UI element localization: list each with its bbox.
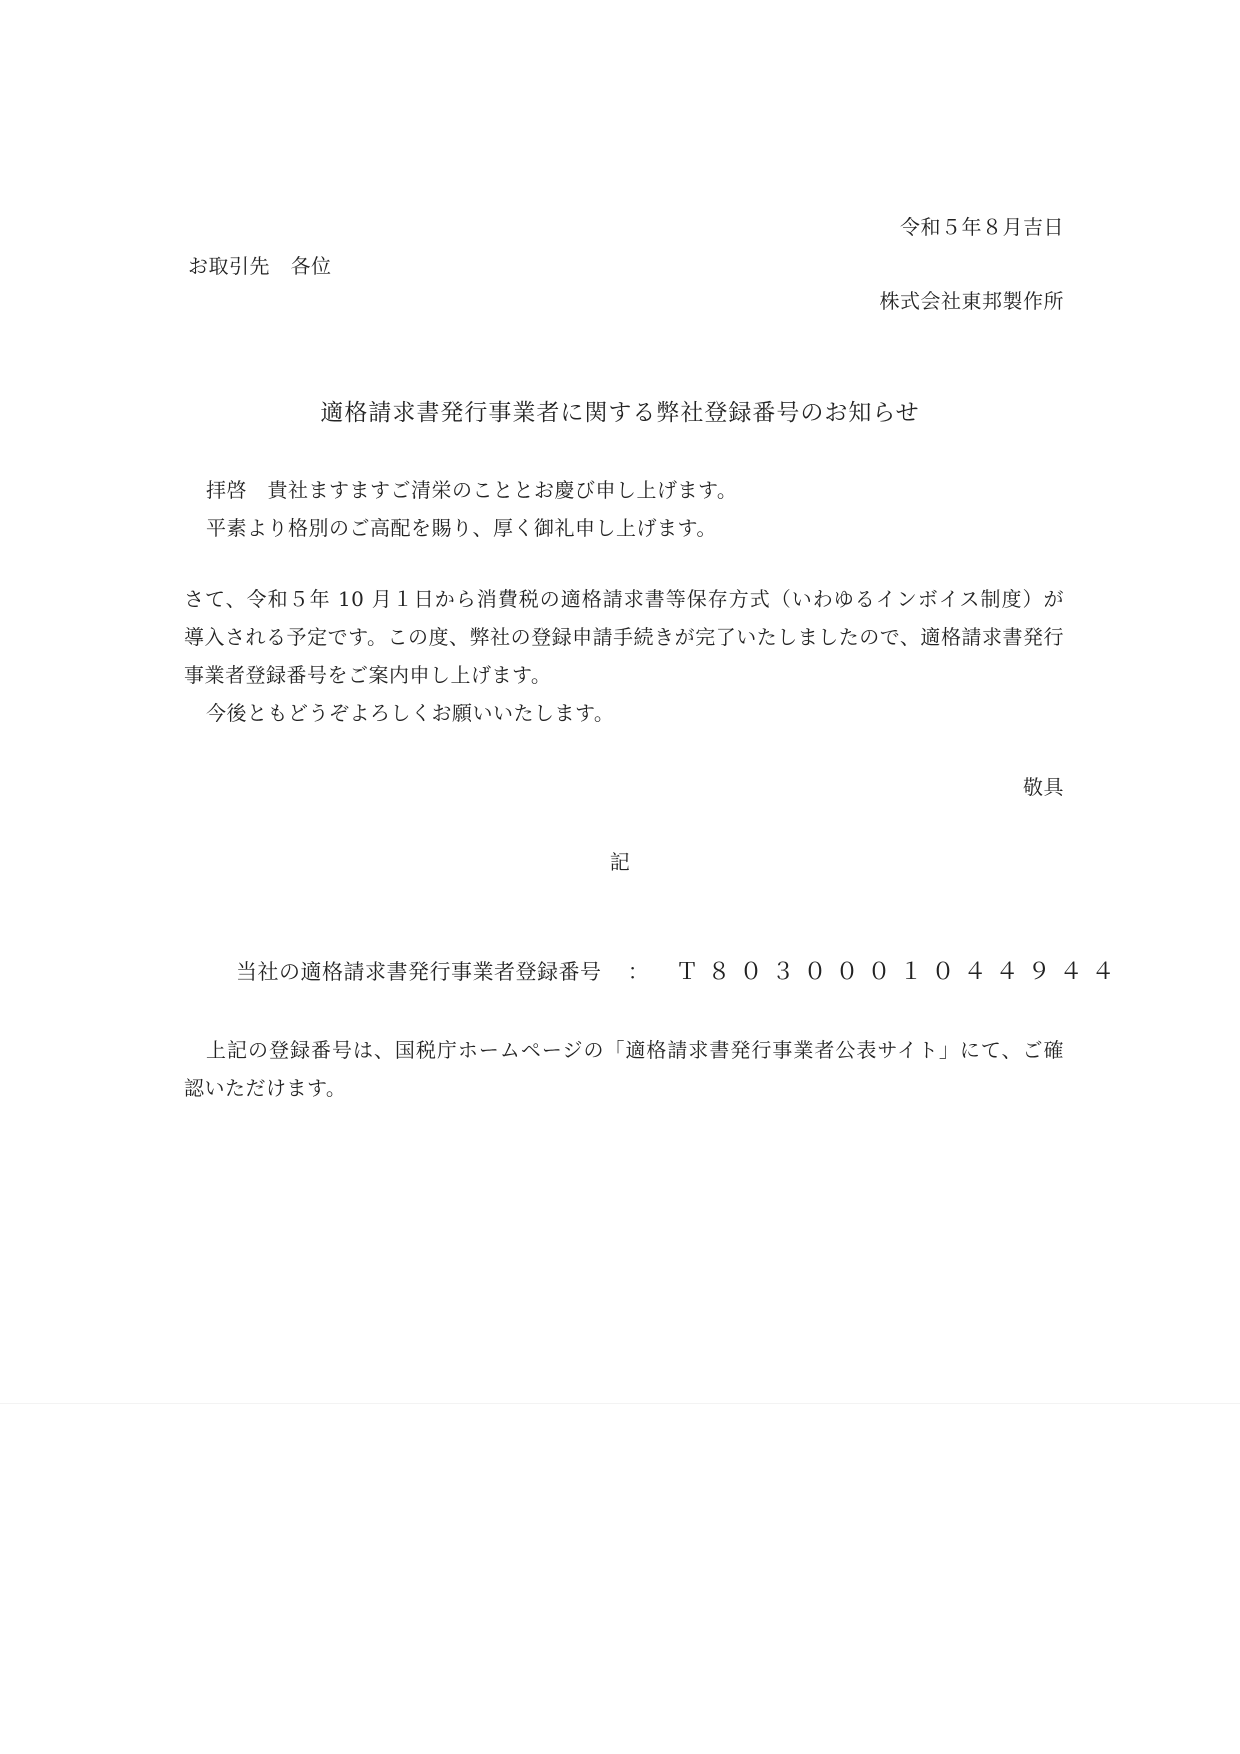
closing-request: 今後ともどうぞよろしくお願いいたします。 bbox=[206, 701, 615, 725]
registration-number: Ｔ８０３０００１０４４９４４ bbox=[675, 959, 1124, 985]
scan-edge-line bbox=[0, 1403, 1240, 1404]
registration-separator: ： bbox=[627, 960, 650, 984]
body-paragraph: さて、令和５年 10 月１日から消費税の適格請求書等保存方式（いわゆるインボイス制度）が導入される予定です。この度、弊社の登録申請手続きが完了いたしましたので、適格請求書発行事業者登録番号をご案内申し上げます。 bbox=[184, 587, 1064, 687]
recipient: お取引先 各位 bbox=[188, 254, 332, 278]
ki-marker: 記 bbox=[609, 850, 631, 874]
registration-line bbox=[236, 953, 1124, 991]
greeting-line-2: 平素より格別のご高配を賜り、厚く御礼申し上げます。 bbox=[206, 516, 717, 540]
greeting-line-1: 拝啓 貴社ますますご清栄のこととお慶び申し上げます。 bbox=[206, 478, 738, 502]
closing-keigu: 敬具 bbox=[1023, 775, 1064, 799]
note-paragraph: 上記の登録番号は、国税庁ホームページの「適格請求書発行事業者公表サイト」にて、ご確認いただけます。 bbox=[184, 1038, 1064, 1100]
sender-company: 株式会社東邦製作所 bbox=[879, 289, 1064, 313]
issue-date: 令和５年８月吉日 bbox=[900, 215, 1064, 239]
registration-label: 当社の適格請求書発行事業者登録番号 bbox=[236, 960, 602, 984]
document-title: 適格請求書発行事業者に関する弊社登録番号のお知らせ bbox=[320, 400, 920, 426]
